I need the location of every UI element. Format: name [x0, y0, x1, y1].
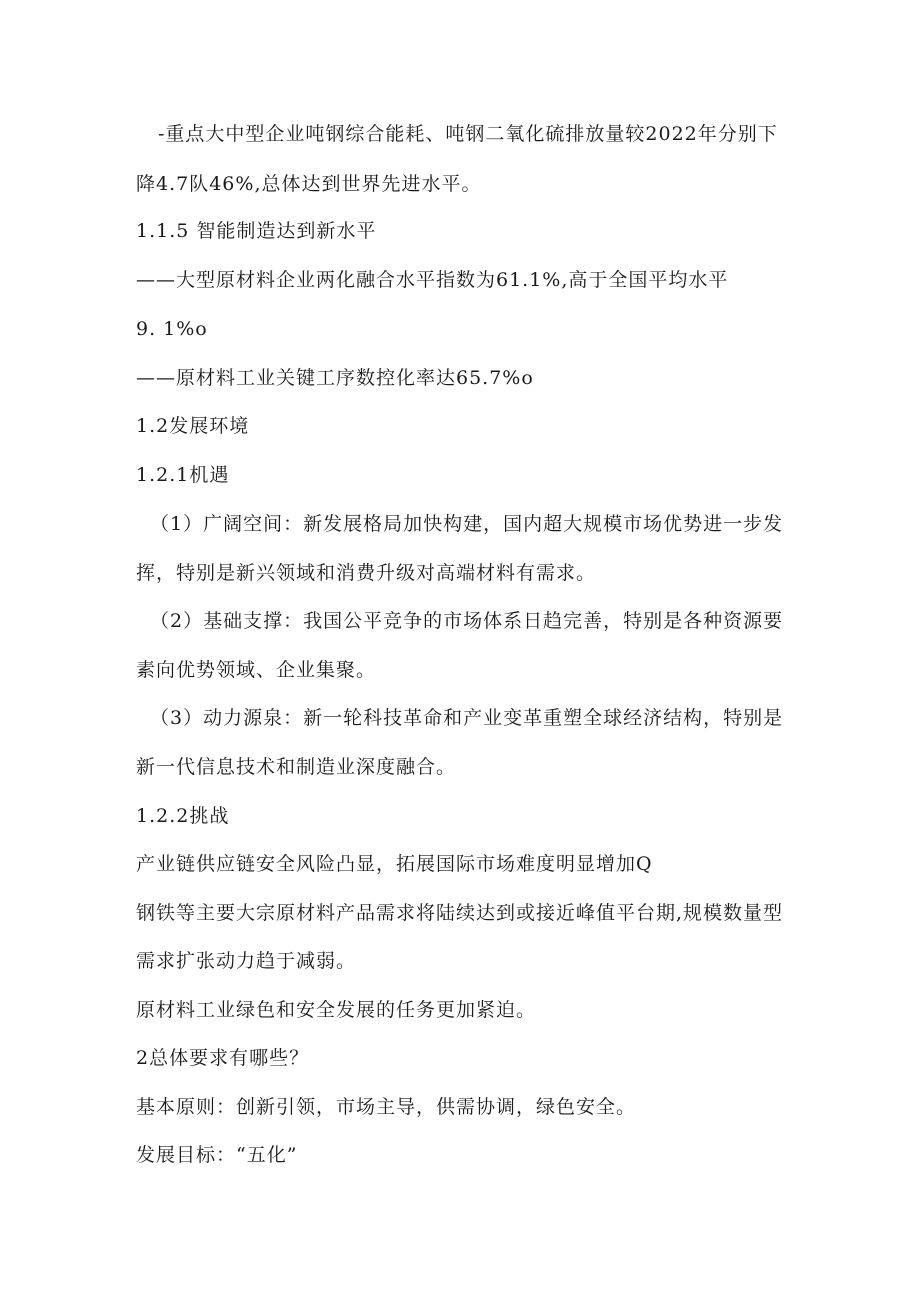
section-heading: 1.2.2挑战 — [136, 805, 230, 827]
paragraph-line: ——原材料工业关键工序数控化率达65.7%o — [136, 367, 534, 389]
paragraph-line: （3）动力源泉：新一轮科技革命和产业变革重塑全球经济结构，特别是 — [150, 707, 784, 729]
paragraph-line: 发展目标：“五化” — [136, 1144, 298, 1166]
section-heading: 1.2发展环境 — [136, 415, 250, 437]
section-heading: 1.2.1机遇 — [136, 464, 230, 486]
paragraph-line: 挥，特别是新兴领域和消费升级对高端材料有需求。 — [136, 562, 597, 584]
paragraph-line: 原材料工业绿色和安全发展的任务更加紧迫。 — [136, 999, 537, 1021]
section-heading: 2总体要求有哪些？ — [136, 1047, 310, 1069]
paragraph-line: （2）基础支撑：我国公平竞争的市场体系日趋完善，特别是各种资源要 — [150, 610, 784, 632]
paragraph-line: 降4.7队46%,总体达到世界先进水平。 — [136, 173, 482, 195]
paragraph-line: （1）广阔空间：新发展格局加快构建，国内超大规模市场优势进一步发 — [150, 513, 784, 535]
paragraph-line: 素向优势领域、企业集聚。 — [136, 659, 377, 681]
paragraph-line: 基本原则：创新引领，市场主导，供需协调，绿色安全。 — [136, 1096, 637, 1118]
paragraph-line: 9. 1%o — [136, 318, 208, 340]
paragraph-line: 钢铁等主要大宗原材料产品需求将陆续达到或接近峰值平台期,规模数量型 — [136, 902, 784, 924]
paragraph-line: 需求扩张动力趋于减弱。 — [136, 950, 357, 972]
section-heading: 1.1.5 智能制造达到新水平 — [136, 220, 377, 242]
paragraph-line: 新一代信息技术和制造业深度融合。 — [136, 756, 457, 778]
paragraph-line: 产业链供应链安全风险凸显，拓展国际市场难度明显增加Q — [136, 853, 653, 875]
paragraph-line: -重点大中型企业吨钢综合能耗、吨钢二氧化硫排放量较2022年分别下 — [158, 123, 778, 145]
paragraph-line: ——大型原材料企业两化融合水平指数为61.1%,高于全国平均水平 — [136, 269, 729, 291]
